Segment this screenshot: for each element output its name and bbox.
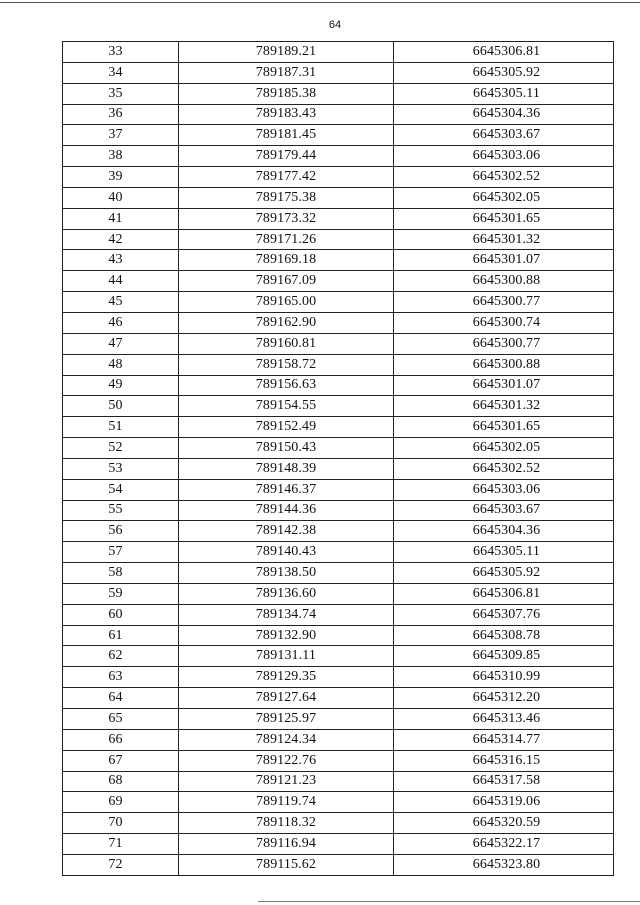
table-row xyxy=(63,688,614,709)
table-row xyxy=(63,792,614,813)
x-coordinate-cell: 789148.39 xyxy=(179,458,394,479)
point-number-cell: 47 xyxy=(63,333,179,354)
point-number-cell: 65 xyxy=(63,709,179,730)
y-coordinate-cell: 6645303.06 xyxy=(394,479,614,500)
point-number-cell: 70 xyxy=(63,813,179,834)
bottom-rule xyxy=(258,901,640,902)
table-row xyxy=(63,125,614,146)
table-row xyxy=(63,354,614,375)
y-coordinate-cell: 6645312.20 xyxy=(394,688,614,709)
y-coordinate-cell: 6645310.99 xyxy=(394,667,614,688)
table-row xyxy=(63,229,614,250)
table-row xyxy=(63,375,614,396)
table-row xyxy=(63,333,614,354)
point-number-cell: 62 xyxy=(63,646,179,667)
y-coordinate-cell: 6645300.88 xyxy=(394,271,614,292)
point-number-cell: 36 xyxy=(63,104,179,125)
table-row xyxy=(63,729,614,750)
table-row xyxy=(63,667,614,688)
x-coordinate-cell: 789118.32 xyxy=(179,813,394,834)
x-coordinate-cell: 789138.50 xyxy=(179,563,394,584)
table-row xyxy=(63,458,614,479)
table-row xyxy=(63,813,614,834)
point-number-cell: 39 xyxy=(63,167,179,188)
point-number-cell: 54 xyxy=(63,479,179,500)
table-row xyxy=(63,271,614,292)
y-coordinate-cell: 6645301.32 xyxy=(394,396,614,417)
x-coordinate-cell: 789127.64 xyxy=(179,688,394,709)
point-number-cell: 67 xyxy=(63,750,179,771)
y-coordinate-cell: 6645306.81 xyxy=(394,42,614,63)
point-number-cell: 38 xyxy=(63,146,179,167)
point-number-cell: 72 xyxy=(63,854,179,875)
point-number-cell: 52 xyxy=(63,438,179,459)
y-coordinate-cell: 6645307.76 xyxy=(394,604,614,625)
table-row xyxy=(63,479,614,500)
x-coordinate-cell: 789177.42 xyxy=(179,167,394,188)
x-coordinate-cell: 789132.90 xyxy=(179,625,394,646)
table-row xyxy=(63,750,614,771)
x-coordinate-cell: 789165.00 xyxy=(179,292,394,313)
point-number-cell: 50 xyxy=(63,396,179,417)
table-row xyxy=(63,42,614,63)
table-row xyxy=(63,563,614,584)
y-coordinate-cell: 6645301.07 xyxy=(394,375,614,396)
y-coordinate-cell: 6645300.77 xyxy=(394,292,614,313)
y-coordinate-cell: 6645301.32 xyxy=(394,229,614,250)
point-number-cell: 64 xyxy=(63,688,179,709)
y-coordinate-cell: 6645302.52 xyxy=(394,167,614,188)
y-coordinate-cell: 6645300.77 xyxy=(394,333,614,354)
point-number-cell: 56 xyxy=(63,521,179,542)
y-coordinate-cell: 6645305.11 xyxy=(394,542,614,563)
point-number-cell: 40 xyxy=(63,187,179,208)
x-coordinate-cell: 789171.26 xyxy=(179,229,394,250)
x-coordinate-cell: 789136.60 xyxy=(179,583,394,604)
y-coordinate-cell: 6645313.46 xyxy=(394,709,614,730)
y-coordinate-cell: 6645314.77 xyxy=(394,729,614,750)
x-coordinate-cell: 789187.31 xyxy=(179,62,394,83)
table-row xyxy=(63,521,614,542)
y-coordinate-cell: 6645300.88 xyxy=(394,354,614,375)
y-coordinate-cell: 6645308.78 xyxy=(394,625,614,646)
point-number-cell: 41 xyxy=(63,208,179,229)
point-number-cell: 60 xyxy=(63,604,179,625)
x-coordinate-cell: 789175.38 xyxy=(179,187,394,208)
x-coordinate-cell: 789119.74 xyxy=(179,792,394,813)
y-coordinate-cell: 6645322.17 xyxy=(394,834,614,855)
table-row xyxy=(63,709,614,730)
table-row xyxy=(63,167,614,188)
y-coordinate-cell: 6645303.67 xyxy=(394,500,614,521)
y-coordinate-cell: 6645301.07 xyxy=(394,250,614,271)
y-coordinate-cell: 6645301.65 xyxy=(394,208,614,229)
top-rule xyxy=(0,2,640,3)
table-row xyxy=(63,771,614,792)
x-coordinate-cell: 789150.43 xyxy=(179,438,394,459)
x-coordinate-cell: 789142.38 xyxy=(179,521,394,542)
point-number-cell: 68 xyxy=(63,771,179,792)
page-number: 64 xyxy=(328,19,342,31)
y-coordinate-cell: 6645303.67 xyxy=(394,125,614,146)
table-row xyxy=(63,542,614,563)
point-number-cell: 71 xyxy=(63,834,179,855)
point-number-cell: 42 xyxy=(63,229,179,250)
point-number-cell: 45 xyxy=(63,292,179,313)
y-coordinate-cell: 6645305.92 xyxy=(394,563,614,584)
y-coordinate-cell: 6645306.81 xyxy=(394,583,614,604)
point-number-cell: 69 xyxy=(63,792,179,813)
y-coordinate-cell: 6645309.85 xyxy=(394,646,614,667)
y-coordinate-cell: 6645319.06 xyxy=(394,792,614,813)
table-row xyxy=(63,62,614,83)
point-number-cell: 43 xyxy=(63,250,179,271)
point-number-cell: 37 xyxy=(63,125,179,146)
point-number-cell: 51 xyxy=(63,417,179,438)
y-coordinate-cell: 6645323.80 xyxy=(394,854,614,875)
y-coordinate-cell: 6645302.52 xyxy=(394,458,614,479)
x-coordinate-cell: 789121.23 xyxy=(179,771,394,792)
point-number-cell: 44 xyxy=(63,271,179,292)
x-coordinate-cell: 789160.81 xyxy=(179,333,394,354)
point-number-cell: 61 xyxy=(63,625,179,646)
x-coordinate-cell: 789144.36 xyxy=(179,500,394,521)
x-coordinate-cell: 789125.97 xyxy=(179,709,394,730)
x-coordinate-cell: 789183.43 xyxy=(179,104,394,125)
y-coordinate-cell: 6645316.15 xyxy=(394,750,614,771)
y-coordinate-cell: 6645301.65 xyxy=(394,417,614,438)
x-coordinate-cell: 789167.09 xyxy=(179,271,394,292)
table-row xyxy=(63,208,614,229)
y-coordinate-cell: 6645302.05 xyxy=(394,187,614,208)
x-coordinate-cell: 789169.18 xyxy=(179,250,394,271)
y-coordinate-cell: 6645304.36 xyxy=(394,521,614,542)
point-number-cell: 59 xyxy=(63,583,179,604)
y-coordinate-cell: 6645305.92 xyxy=(394,62,614,83)
coordinates-table xyxy=(62,41,614,876)
x-coordinate-cell: 789173.32 xyxy=(179,208,394,229)
y-coordinate-cell: 6645304.36 xyxy=(394,104,614,125)
point-number-cell: 35 xyxy=(63,83,179,104)
x-coordinate-cell: 789124.34 xyxy=(179,729,394,750)
point-number-cell: 55 xyxy=(63,500,179,521)
table-row xyxy=(63,396,614,417)
x-coordinate-cell: 789140.43 xyxy=(179,542,394,563)
table-row xyxy=(63,187,614,208)
x-coordinate-cell: 789154.55 xyxy=(179,396,394,417)
table-row xyxy=(63,312,614,333)
point-number-cell: 49 xyxy=(63,375,179,396)
y-coordinate-cell: 6645302.05 xyxy=(394,438,614,459)
x-coordinate-cell: 789158.72 xyxy=(179,354,394,375)
point-number-cell: 58 xyxy=(63,563,179,584)
table-row xyxy=(63,834,614,855)
x-coordinate-cell: 789134.74 xyxy=(179,604,394,625)
point-number-cell: 57 xyxy=(63,542,179,563)
x-coordinate-cell: 789115.62 xyxy=(179,854,394,875)
point-number-cell: 66 xyxy=(63,729,179,750)
x-coordinate-cell: 789131.11 xyxy=(179,646,394,667)
table-row xyxy=(63,417,614,438)
point-number-cell: 34 xyxy=(63,62,179,83)
table-row xyxy=(63,250,614,271)
x-coordinate-cell: 789185.38 xyxy=(179,83,394,104)
table-row xyxy=(63,854,614,875)
point-number-cell: 63 xyxy=(63,667,179,688)
table-row xyxy=(63,625,614,646)
x-coordinate-cell: 789162.90 xyxy=(179,312,394,333)
y-coordinate-cell: 6645303.06 xyxy=(394,146,614,167)
point-number-cell: 33 xyxy=(63,42,179,63)
table-row xyxy=(63,604,614,625)
point-number-cell: 46 xyxy=(63,312,179,333)
y-coordinate-cell: 6645317.58 xyxy=(394,771,614,792)
x-coordinate-cell: 789156.63 xyxy=(179,375,394,396)
x-coordinate-cell: 789122.76 xyxy=(179,750,394,771)
x-coordinate-cell: 789152.49 xyxy=(179,417,394,438)
y-coordinate-cell: 6645320.59 xyxy=(394,813,614,834)
y-coordinate-cell: 6645300.74 xyxy=(394,312,614,333)
x-coordinate-cell: 789129.35 xyxy=(179,667,394,688)
x-coordinate-cell: 789179.44 xyxy=(179,146,394,167)
table-row xyxy=(63,438,614,459)
table-row xyxy=(63,500,614,521)
y-coordinate-cell: 6645305.11 xyxy=(394,83,614,104)
table-row xyxy=(63,583,614,604)
point-number-cell: 48 xyxy=(63,354,179,375)
table-row xyxy=(63,646,614,667)
x-coordinate-cell: 789116.94 xyxy=(179,834,394,855)
table-row xyxy=(63,83,614,104)
x-coordinate-cell: 789189.21 xyxy=(179,42,394,63)
x-coordinate-cell: 789181.45 xyxy=(179,125,394,146)
x-coordinate-cell: 789146.37 xyxy=(179,479,394,500)
coordinates-table-body xyxy=(63,42,614,876)
table-row xyxy=(63,104,614,125)
table-row xyxy=(63,146,614,167)
point-number-cell: 53 xyxy=(63,458,179,479)
table-row xyxy=(63,292,614,313)
